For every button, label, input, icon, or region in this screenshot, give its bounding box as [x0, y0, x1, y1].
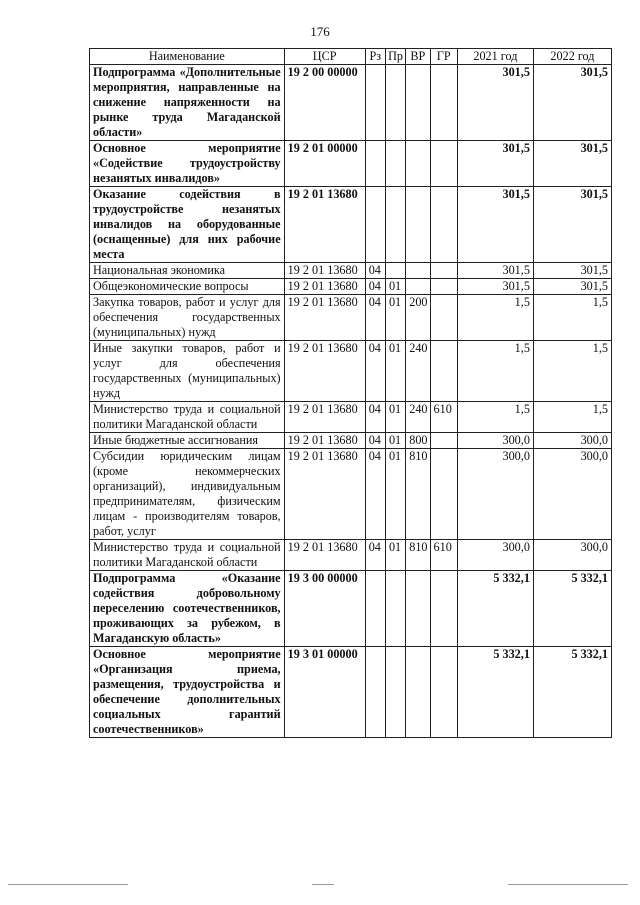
row-vr: 800 — [406, 433, 430, 449]
row-name: Национальная экономика — [90, 263, 285, 279]
header-name: Наименование — [90, 49, 285, 65]
table-row — [90, 402, 612, 433]
row-2022: 1,5 — [533, 295, 611, 341]
row-vr — [406, 141, 430, 187]
table-row — [90, 341, 612, 402]
row-vr: 810 — [406, 540, 430, 571]
row-2022: 301,5 — [533, 65, 611, 141]
row-vr — [406, 571, 430, 647]
row-csr: 19 2 01 13680 — [284, 402, 365, 433]
header-gr: ГР — [430, 49, 457, 65]
row-2021: 300,0 — [457, 449, 533, 540]
row-vr — [406, 647, 430, 738]
row-2021: 301,5 — [457, 279, 533, 295]
row-csr: 19 2 01 13680 — [284, 295, 365, 341]
row-gr — [430, 295, 457, 341]
row-vr: 200 — [406, 295, 430, 341]
row-2022: 5 332,1 — [533, 647, 611, 738]
row-rz: 04 — [365, 341, 385, 402]
row-name: Министерство труда и социальной политики Магаданской области — [90, 402, 285, 433]
table-row — [90, 187, 612, 263]
row-2022: 300,0 — [533, 449, 611, 540]
row-pr: 01 — [385, 402, 405, 433]
row-pr: 01 — [385, 449, 405, 540]
row-2021: 5 332,1 — [457, 571, 533, 647]
row-rz: 04 — [365, 433, 385, 449]
row-rz: 04 — [365, 540, 385, 571]
row-vr — [406, 263, 430, 279]
row-pr — [385, 187, 405, 263]
row-csr: 19 3 01 00000 — [284, 647, 365, 738]
row-rz: 04 — [365, 295, 385, 341]
row-csr: 19 2 01 13680 — [284, 279, 365, 295]
table-row — [90, 279, 612, 295]
header-pr: Пр — [385, 49, 405, 65]
row-2021: 301,5 — [457, 187, 533, 263]
header-vr: ВР — [406, 49, 430, 65]
footer-rule-right — [508, 884, 628, 885]
header-csr: ЦСР — [284, 49, 365, 65]
row-2021: 301,5 — [457, 263, 533, 279]
row-2021: 1,5 — [457, 341, 533, 402]
row-name: Общеэкономические вопросы — [90, 279, 285, 295]
row-csr: 19 2 01 00000 — [284, 141, 365, 187]
row-2022: 300,0 — [533, 433, 611, 449]
table-row — [90, 449, 612, 540]
row-csr: 19 2 00 00000 — [284, 65, 365, 141]
row-2021: 301,5 — [457, 65, 533, 141]
row-gr — [430, 433, 457, 449]
row-rz: 04 — [365, 402, 385, 433]
row-pr — [385, 263, 405, 279]
header-2022: 2022 год — [533, 49, 611, 65]
row-name: Иные закупки товаров, работ и услуг для обеспечения государственных (муниципальных) нужд — [90, 341, 285, 402]
row-name: Иные бюджетные ассигнования — [90, 433, 285, 449]
row-2022: 301,5 — [533, 141, 611, 187]
row-csr: 19 2 01 13680 — [284, 341, 365, 402]
row-gr — [430, 647, 457, 738]
row-pr — [385, 647, 405, 738]
row-gr — [430, 187, 457, 263]
row-gr: 610 — [430, 402, 457, 433]
table-row — [90, 433, 612, 449]
row-gr — [430, 263, 457, 279]
row-2022: 5 332,1 — [533, 571, 611, 647]
row-csr: 19 2 01 13680 — [284, 433, 365, 449]
row-pr — [385, 141, 405, 187]
row-vr: 240 — [406, 341, 430, 402]
row-gr — [430, 65, 457, 141]
row-2022: 300,0 — [533, 540, 611, 571]
row-rz — [365, 647, 385, 738]
row-vr: 240 — [406, 402, 430, 433]
footer-rule-center — [312, 884, 334, 885]
row-pr: 01 — [385, 540, 405, 571]
row-pr: 01 — [385, 433, 405, 449]
footer-rule-left — [8, 884, 128, 885]
table-row — [90, 65, 612, 141]
row-2022: 301,5 — [533, 263, 611, 279]
row-gr — [430, 279, 457, 295]
row-csr: 19 3 00 00000 — [284, 571, 365, 647]
row-2022: 1,5 — [533, 402, 611, 433]
row-pr: 01 — [385, 295, 405, 341]
row-rz — [365, 187, 385, 263]
page-number: 176 — [310, 24, 330, 39]
table-row — [90, 263, 612, 279]
row-gr — [430, 449, 457, 540]
row-2022: 301,5 — [533, 279, 611, 295]
row-vr: 810 — [406, 449, 430, 540]
row-2021: 5 332,1 — [457, 647, 533, 738]
table-row — [90, 295, 612, 341]
row-gr — [430, 571, 457, 647]
row-2022: 1,5 — [533, 341, 611, 402]
row-gr: 610 — [430, 540, 457, 571]
row-name: Основное мероприятие «Организация приема, размещения, трудоустройства и обеспечение дополнительных социальных гарантий соотечественников» — [90, 647, 285, 738]
row-vr — [406, 279, 430, 295]
row-rz: 04 — [365, 449, 385, 540]
table-row — [90, 571, 612, 647]
row-name: Основное мероприятие «Содействие трудоустройству незанятых инвалидов» — [90, 141, 285, 187]
row-pr — [385, 571, 405, 647]
row-name: Оказание содействия в трудоустройстве незанятых инвалидов на оборудованные (оснащенные) для них рабочие места — [90, 187, 285, 263]
table-row — [90, 540, 612, 571]
row-name: Закупка товаров, работ и услуг для обеспечения государственных (муниципальных) нужд — [90, 295, 285, 341]
header-2021: 2021 год — [457, 49, 533, 65]
row-2021: 1,5 — [457, 295, 533, 341]
row-gr — [430, 341, 457, 402]
table-header-row — [90, 49, 612, 65]
row-vr — [406, 65, 430, 141]
row-rz — [365, 571, 385, 647]
row-rz: 04 — [365, 279, 385, 295]
row-2021: 301,5 — [457, 141, 533, 187]
row-2021: 300,0 — [457, 540, 533, 571]
row-csr: 19 2 01 13680 — [284, 187, 365, 263]
row-name: Подпрограмма «Оказание содействия добровольному переселению соотечественников, проживающих за рубежом, в Магаданскую область» — [90, 571, 285, 647]
row-csr: 19 2 01 13680 — [284, 449, 365, 540]
row-name: Подпрограмма «Дополнительные мероприятия, направленные на снижение напряженности на рынке труда Магаданской области» — [90, 65, 285, 141]
row-2021: 1,5 — [457, 402, 533, 433]
row-pr: 01 — [385, 279, 405, 295]
row-pr: 01 — [385, 341, 405, 402]
row-csr: 19 2 01 13680 — [284, 540, 365, 571]
budget-table — [89, 48, 612, 738]
row-rz: 04 — [365, 263, 385, 279]
row-2021: 300,0 — [457, 433, 533, 449]
row-name: Министерство труда и социальной политики Магаданской области — [90, 540, 285, 571]
row-rz — [365, 65, 385, 141]
row-pr — [385, 65, 405, 141]
row-2022: 301,5 — [533, 187, 611, 263]
table-row — [90, 647, 612, 738]
row-gr — [430, 141, 457, 187]
row-csr: 19 2 01 13680 — [284, 263, 365, 279]
table-row — [90, 141, 612, 187]
row-vr — [406, 187, 430, 263]
row-name: Субсидии юридическим лицам (кроме некоммерческих организаций), индивидуальным предпринимателям, физическим лицам - производителям товаров, работ, услуг — [90, 449, 285, 540]
header-rz: Рз — [365, 49, 385, 65]
row-rz — [365, 141, 385, 187]
